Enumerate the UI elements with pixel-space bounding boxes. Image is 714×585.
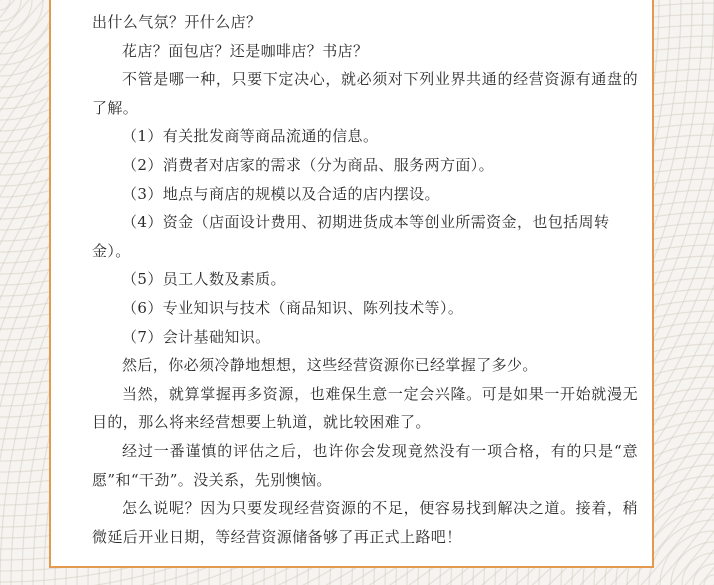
list-item: （3）地点与商店的规模以及合适的店内摆设。: [122, 184, 440, 203]
list-item: （1）有关批发商等商品流通的信息。: [122, 127, 379, 146]
list-item: （2）消费者对店家的需求（分为商品、服务两方面）。: [122, 155, 495, 174]
paragraph: 怎么说呢？因为只要发现经营资源的不足，便容易找到解决之道。接着，稍微延后开业日期，等经营资源储备够了再正式上路吧！: [92, 499, 638, 546]
paragraph: 然后，你必须冷静地想想，这些经营资源你已经掌握了多少。: [122, 356, 538, 375]
list-item: （4）资金（店面设计费用、初期进货成本等创业所需资金，也包括周转金）。: [92, 213, 610, 260]
paragraph: 经过一番谨慎的评估之后，也许你会发现竟然没有一项合格，有的只是“意愿”和“干劲”。没关系，先别懊恼。: [92, 441, 638, 489]
list-item: （6）专业知识与技术（商品知识、陈列技术等）。: [122, 298, 464, 317]
list-item: （7）会计基础知识。: [122, 327, 271, 346]
paragraph: 出什么气氛？开什么店？: [92, 13, 262, 31]
paragraph: 花店？面包店？还是咖啡店？书店？: [122, 41, 369, 60]
paragraph: 当然，就算掌握再多资源，也难保生意一定会兴隆。可是如果一开始就漫无目的，那么将来经营想要上轨道，就比较困难了。: [92, 384, 638, 432]
document-body: [92, 8, 638, 551]
list-item: （5）员工人数及素质。: [122, 270, 286, 289]
paragraph: 不管是哪一种，只要下定决心，就必须对下列业界共通的经营资源有通盘的了解。: [92, 70, 638, 117]
